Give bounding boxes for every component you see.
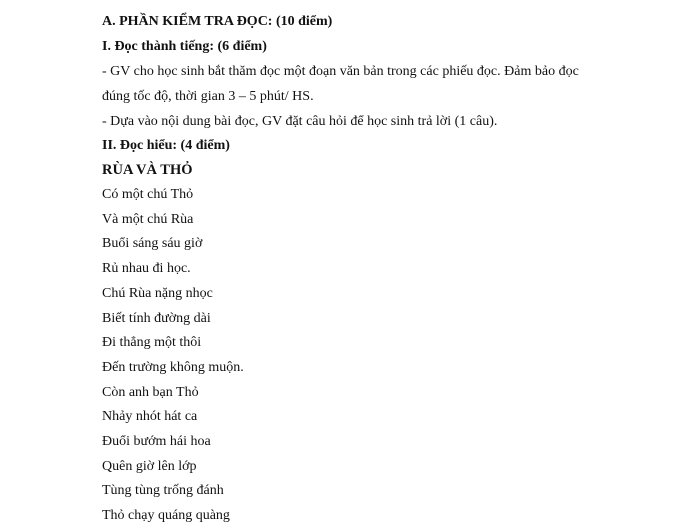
- poem-line: Còn anh bạn Thỏ: [102, 385, 199, 400]
- poem-line: Và một chú Rùa: [102, 212, 194, 227]
- poem-line: Nhảy nhót hát ca: [102, 409, 198, 424]
- instruction-2: - Dựa vào nội dung bài đọc, GV đặt câu hỏi để học sinh trả lời (1 câu).: [102, 114, 498, 129]
- poem-line: Đi thẳng một thôi: [102, 335, 202, 350]
- part-1-heading: I. Đọc thành tiếng: (6 điểm): [102, 39, 267, 54]
- poem-line: Thỏ chạy quáng quàng: [102, 508, 230, 523]
- poem-line: Đuổi bướm hái hoa: [102, 434, 211, 449]
- poem-line: Quên giờ lên lớp: [102, 459, 197, 474]
- instruction-1-line-2: đúng tốc độ, thời gian 3 – 5 phút/ HS.: [102, 89, 314, 104]
- part-2-heading: II. Đọc hiểu: (4 điểm): [102, 138, 230, 153]
- poem-line: Biết tính đường dài: [102, 311, 211, 326]
- section-a-heading: A. PHẦN KIỂM TRA ĐỌC: (10 điểm): [102, 14, 333, 29]
- poem-line: Có một chú Thỏ: [102, 187, 194, 202]
- poem-line: Rủ nhau đi học.: [102, 261, 191, 276]
- poem-line: Buổi sáng sáu giờ: [102, 236, 203, 251]
- instruction-1-line-1: - GV cho học sinh bắt thăm đọc một đoạn văn bản trong các phiếu đọc. Đảm bảo đọc: [102, 64, 579, 79]
- poem-title: RÙA VÀ THỎ: [102, 162, 193, 178]
- poem-line: Tùng tùng trống đánh: [102, 483, 224, 498]
- poem-line: Chú Rùa nặng nhọc: [102, 286, 213, 301]
- poem-line: Đến trường không muộn.: [102, 360, 244, 375]
